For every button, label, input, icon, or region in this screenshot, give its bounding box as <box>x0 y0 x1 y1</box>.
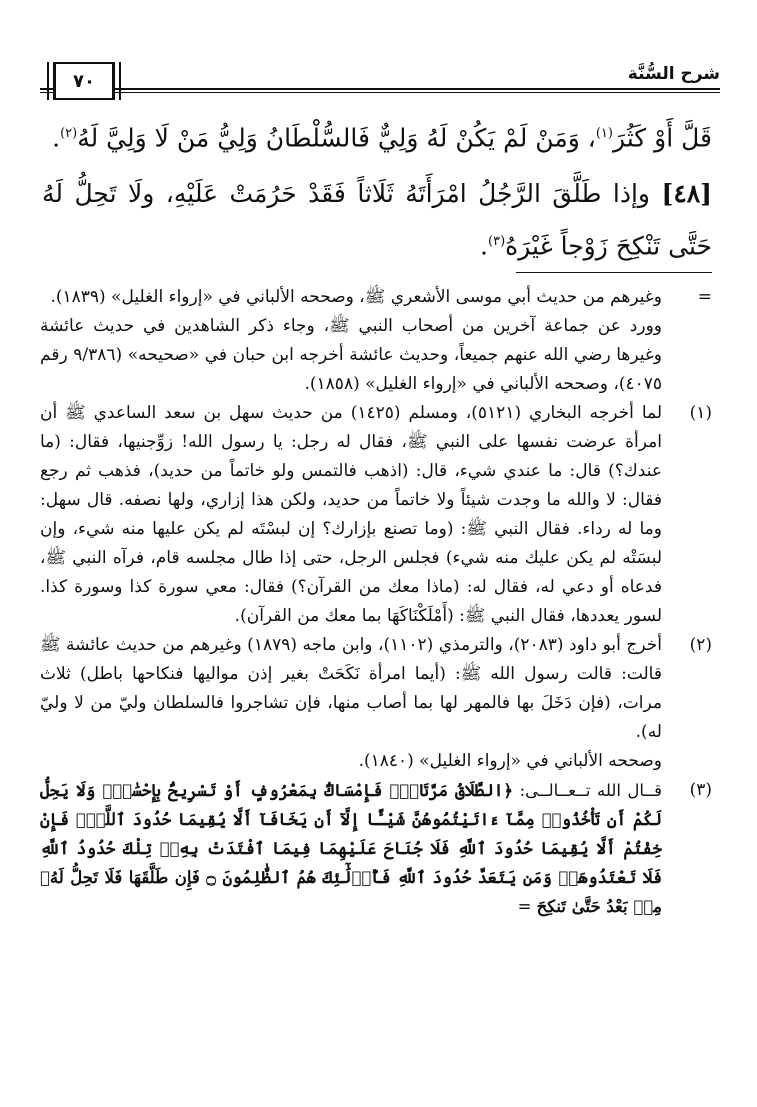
main-text <box>42 110 712 271</box>
header-rule-thin <box>40 92 720 93</box>
footnote-2 <box>40 631 712 776</box>
footnote-intro: قــال الله تــعــالــى: <box>513 781 662 800</box>
continuation-mark: = <box>517 897 537 916</box>
footnote-continuation <box>40 283 712 399</box>
running-title: شرح السُّنَّة <box>627 64 720 84</box>
footnote-text: وصححه الألباني في «إرواء الغليل» (١٨٤٠). <box>358 751 662 771</box>
page-number-box <box>54 62 114 100</box>
footnote-ref-2: (٢) <box>60 126 78 141</box>
footnote-separator <box>516 272 712 273</box>
footnote-1 <box>40 399 712 631</box>
footnote-mark: (١) <box>689 403 712 423</box>
footnote-3 <box>40 776 712 921</box>
footnote-mark: = <box>697 287 712 307</box>
main-text-1b: ، وَمَنْ لَمْ يَكُنْ لَهُ وَلِيٌّ فَالسُّلْطَانُ وَلِيُّ مَنْ لَا وَلِيَّ لَهُ <box>77 123 596 153</box>
footnote-ref-3: (٣) <box>488 234 506 250</box>
page-header <box>40 58 720 104</box>
main-text-1: قَلَّ أَوْ كَثُرَ <box>612 123 712 153</box>
header-rule <box>40 88 720 90</box>
quran-verse: ﴿الطَّلَاقُ مَرَّتَانِۖ فَإِمْسَاكٌۢ بِمَعْرُوفٍ أَوْ تَسْرِيحٌۢ بِإِحْسَٰنٍۗ وَلَا يَحِلُّ لَكُمْ أَن تَأْخُذُوا۟ مِمَّآ ءَاتَيْتُمُوهُنَّ شَيْـًٔا إِلَّآ أَن يَخَافَآ أَلَّا يُقِيمَا حُدُودَ ٱللَّهِۖ فَإِنْ خِفْتُمْ أَلَّا يُقِيمَا حُدُودَ ٱللَّهِ فَلَا جُنَاحَ عَلَيْهِمَا فِيمَا ٱفْتَدَتْ بِهِۦۗ تِلْكَ حُدُودُ ٱللَّهِ فَلَا تَعْتَدُوهَاۚ وَمَن يَتَعَدَّ حُدُودَ ٱللَّهِ فَأُو۟لَٰٓئِكَ هُمُ ٱلظَّٰلِمُونَ ۝ فَإِن طَلَّقَهَا فَلَا تَحِلُّ لَهُۥ مِنۢ بَعْدُ حَتَّىٰ تَنكِحَ <box>40 781 663 916</box>
footnote-ref-1: (١) <box>595 126 613 141</box>
hadith-text: وإذا طَلَّقَ الرَّجُلُ امْرَأَتَهُ ثَلَاثاً فَقَدْ حَرُمَتْ عَلَيْهِ، ولَا تَحِلُّ لَهُ حَتَّى تَنْكِحَ زَوْجاً غَيْرَهُ <box>42 179 712 261</box>
footnote-text: لما أخرجه البخاري (٥١٢١)، ومسلم (١٤٢٥) من حديث سهل بن سعد الساعدي ﷺ أن امرأة عرضت نفسها على النبي ﷺ، فقال له رجل: يا رسول الله! زوِّجنيها، فقال: (ما عندك؟) قال: ما عندي شيء، قال: (اذهب فالتمس ولو خاتماً من حديد)، فذهب ثم رجع فقال: لا والله ما وجدت شيئاً ولا خاتماً من حديد، ولكن هذا إزاري، ولها نصفه. قال سهل: وما له رداء. فقال النبي ﷺ: (وما تصنع بإزارك؟ إن لبسْتَه لم يكن عليها منه شيء، وإن لبسَتْه لم يكن عليك منه شيء) فجلس الرجل، حتى إذا طال مجلسه قام، فرآه النبي ﷺ، فدعاه أو دعي له، فقال له: (ماذا معك من القرآن؟) فقال: معي سورة كذا وسورة كذا. لسور يعددها، فقال النبي ﷺ: (أَمْلَكْنَاكَهَا بما معك من القرآن). <box>40 403 663 626</box>
footnotes <box>40 283 712 921</box>
page-number: ٧٠ <box>73 70 95 92</box>
footnote-quran-paragraph <box>40 776 662 921</box>
hadith-number: [٤٨] <box>661 179 713 209</box>
footnote-mark: (٢) <box>689 635 712 655</box>
footnote-text: وغيرهم من حديث أبي موسى الأشعري ﷺ، وصححه الألباني في «إرواء الغليل» (١٨٣٩). <box>50 287 662 307</box>
footnote-text: أخرج أبو داود (٢٠٨٣)، والترمذي (١١٠٢)، وابن ماجه (١٨٧٩) وغيرهم من حديث عائشة ﷺ قالت: قالت رسول الله ﷺ: (أيما امرأة نَكَحَتْ بغير إذن مواليها فنكاحها باطل) ثلاث مرات، (فإن دَخَلَ بها فالمهر لها بما أصاب منها، فإن تشاجروا فالسلطان وليّ من لا وليّ له). <box>40 635 662 742</box>
main-paragraph-1 <box>42 110 712 162</box>
hadith-paragraph <box>42 170 712 270</box>
footnote-mark: (٣) <box>689 780 712 800</box>
main-text-1-end: . <box>52 123 61 153</box>
hadith-end: . <box>480 231 488 261</box>
footnote-text: وورد عن جماعة آخرين من أصحاب النبي ﷺ، وجاء ذكر الشاهدين في حديث عائشة وغيرها رضي الله عنهم جميعاً، وحديث عائشة أخرجه ابن حبان في «صحيحه» (٩/٣٨٦ رقم ٤٠٧٥)، وصححه الألباني في «إرواء الغليل» (١٨٥٨). <box>40 316 662 394</box>
